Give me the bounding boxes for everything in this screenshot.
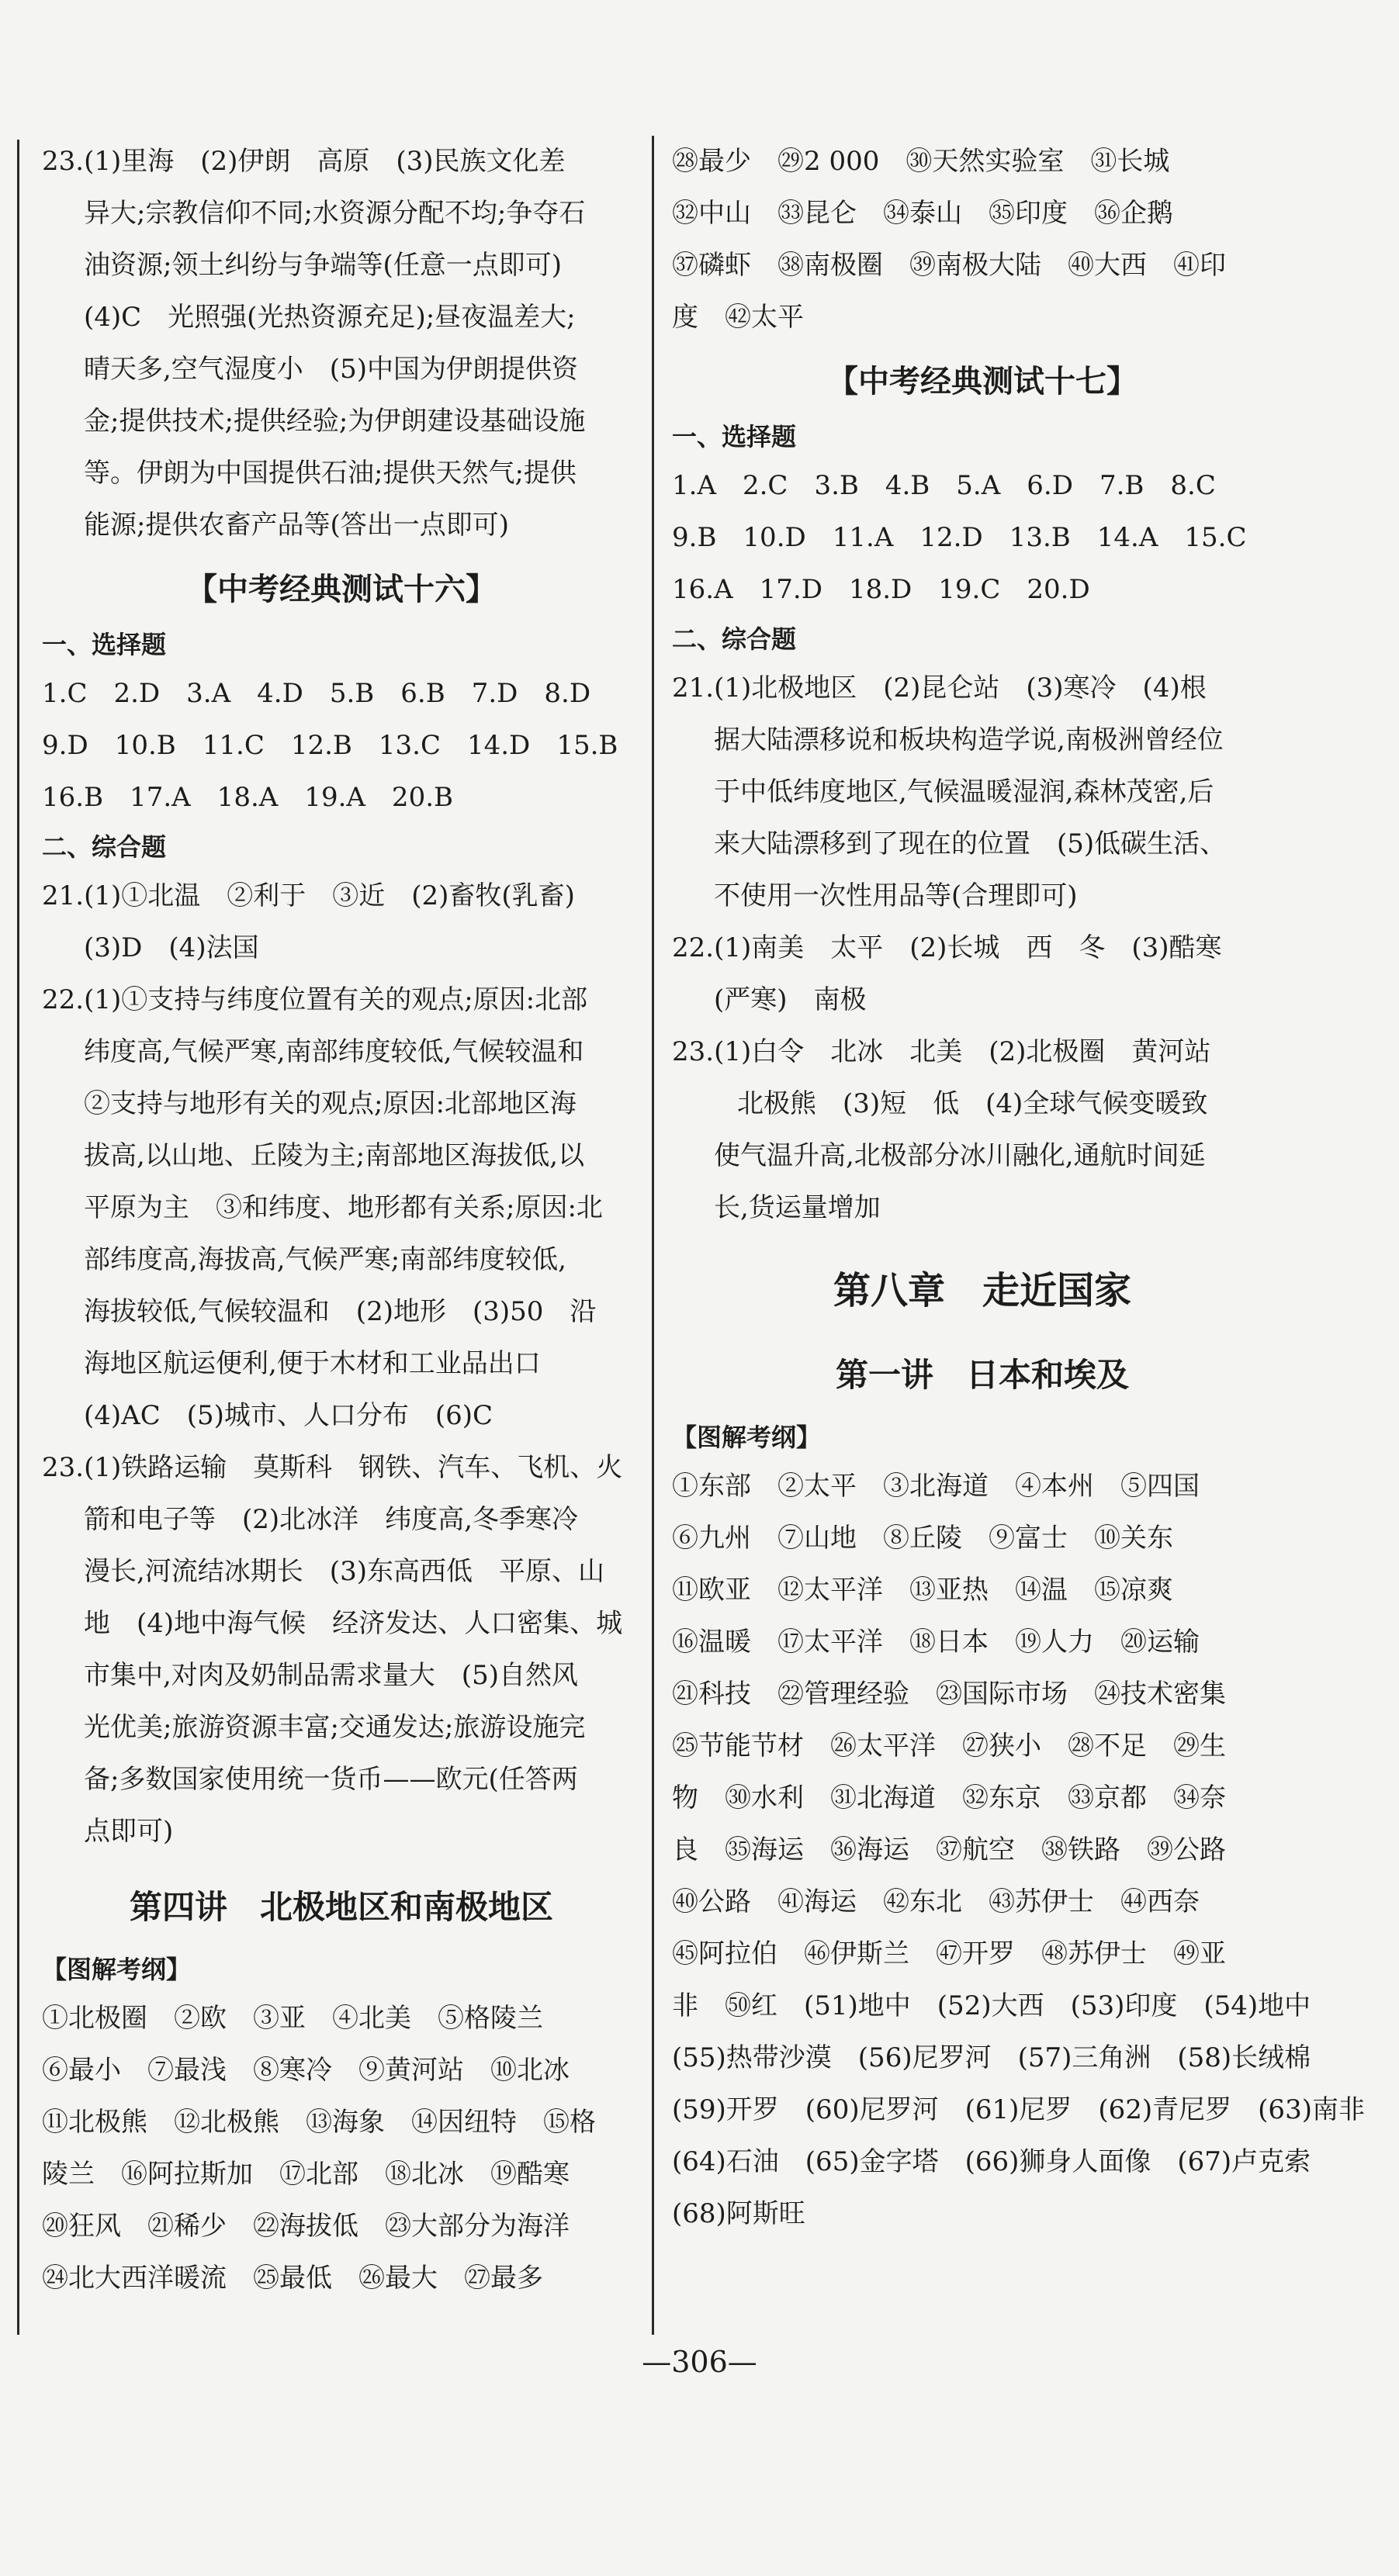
lecture1-outline-answers <box>672 1461 1365 2240</box>
answer-line: ②支持与地形有关的观点;原因:北部地区海 <box>84 1088 577 1119</box>
outline-answer-row: ㉘最少 ㉙2 000 ㉚天然实验室 ㉛长城 <box>672 146 1170 177</box>
outline-answer-row: ⑥九州 ⑦山地 ⑧丘陵 ⑨富士 ⑩关东 <box>672 1523 1173 1554</box>
answer-line: 纬度高,气候严寒,南部纬度较低,气候较温和 <box>84 1036 584 1067</box>
outline-answer-row: (59)开罗 (60)尼罗河 (61)尼罗 (62)青尼罗 (63)南非 <box>672 2094 1365 2125</box>
outline-answer-row: (55)热带沙漠 (56)尼罗河 (57)三角洲 (58)长绒棉 <box>672 2042 1311 2073</box>
answer-line: 箭和电子等 (2)北冰洋 纬度高,冬季寒冷 <box>84 1504 578 1535</box>
answer-line: 于中低纬度地区,气候温暖湿润,森林茂密,后 <box>714 776 1214 807</box>
outline-answer-row: 良 ㉟海运 ㊱海运 ㊲航空 ㊳铁路 ㊴公路 <box>672 1834 1226 1865</box>
answer-line: 备;多数国家使用统一货币——欧元(任答两 <box>84 1764 578 1795</box>
lecture4-outline-heading: 【图解考纲】 <box>42 1955 192 1984</box>
test16-comprehensive-heading: 二、综合题 <box>42 832 167 862</box>
answer-line: 23.(1)铁路运输 莫斯科 钢铁、汽车、飞机、火 <box>42 1452 623 1483</box>
choice-answer-row: 9.B 10.D 11.A 12.D 13.B 14.A 15.C <box>672 522 1247 553</box>
test17-title: 【中考经典测试十七】 <box>827 364 1138 399</box>
answer-line: 海拔较低,气候较温和 (2)地形 (3)50 沿 <box>84 1296 597 1327</box>
right-column <box>672 136 1365 2240</box>
test17-comprehensive-heading: 二、综合题 <box>672 624 797 654</box>
choice-answer-row: 16.A 17.D 18.D 19.C 20.D <box>672 574 1090 605</box>
answer-line: 晴天多,空气湿度小 (5)中国为伊朗提供资 <box>84 354 578 385</box>
column-divider <box>652 136 654 2335</box>
answer-line: 能源;提供农畜产品等(答出一点即可) <box>84 510 509 541</box>
test17-choice-heading: 一、选择题 <box>672 422 797 451</box>
outline-answer-row: ㉕节能节材 ㉖太平洋 ㉗狭小 ㉘不足 ㉙生 <box>672 1731 1226 1762</box>
outline-answer-row: ㉜中山 ㉝昆仑 ㉞泰山 ㉟印度 ㊱企鹅 <box>672 198 1173 229</box>
choice-answer-row: 16.B 17.A 18.A 19.A 20.B <box>42 782 453 813</box>
answer-line: 平原为主 ③和纬度、地形都有关系;原因:北 <box>84 1192 603 1223</box>
lecture4-outline-answers <box>42 1993 641 2305</box>
outline-answer-row: 度 ㊷太平 <box>672 302 804 333</box>
outline-answer-row: ⑳狂风 ㉑稀少 ㉒海拔低 ㉓大部分为海洋 <box>42 2211 570 2242</box>
answer-line: 光优美;旅游资源丰富;交通发达;旅游设施完 <box>84 1712 586 1743</box>
answer-line: 漫长,河流结冰期长 (3)东高西低 平原、山 <box>84 1556 604 1587</box>
answer-line: 点即可) <box>84 1816 174 1847</box>
choice-answer-row: 9.D 10.B 11.C 12.B 13.C 14.D 15.B <box>42 730 618 761</box>
chapter-title: 第八章 走近国家 <box>833 1269 1131 1312</box>
answer-line: 市集中,对肉及奶制品需求量大 (5)自然风 <box>84 1660 578 1691</box>
test16-title: 【中考经典测试十六】 <box>186 572 497 607</box>
outline-answer-row: ⑪北极熊 ⑫北极熊 ⑬海象 ⑭因纽特 ⑮格 <box>42 2107 596 2138</box>
answer-line: 地 (4)地中海气候 经济发达、人口密集、城 <box>84 1608 623 1639</box>
answer-line: 21.(1)①北温 ②利于 ③近 (2)畜牧(乳畜) <box>42 880 575 911</box>
answer-line: 22.(1)南美 太平 (2)长城 西 冬 (3)酷寒 <box>672 932 1222 963</box>
outline-answer-row: ㉑科技 ㉒管理经验 ㉓国际市场 ㉔技术密集 <box>672 1679 1226 1710</box>
answer-line: 23.(1)里海 (2)伊朗 高原 (3)民族文化差 <box>42 146 566 177</box>
left-margin-rule <box>17 140 19 2335</box>
answer-line: 等。伊朗为中国提供石油;提供天然气;提供 <box>84 458 577 489</box>
answer-line: (4)C 光照强(光热资源充足);昼夜温差大; <box>84 302 576 333</box>
answer-line: 21.(1)北极地区 (2)昆仑站 (3)寒冷 (4)根 <box>672 673 1207 704</box>
answer-line: 拔高,以山地、丘陵为主;南部地区海拔低,以 <box>84 1140 585 1171</box>
choice-answer-row: 1.C 2.D 3.A 4.D 5.B 6.B 7.D 8.D <box>42 678 591 709</box>
lecture1-outline-heading: 【图解考纲】 <box>672 1423 822 1452</box>
outline-answer-row: 物 ㉚水利 ㉛北海道 ㉜东京 ㉝京都 ㉞奈 <box>672 1782 1226 1814</box>
test17-comprehensive-answers <box>672 662 1293 1234</box>
outline-answer-row: ⑯温暖 ⑰太平洋 ⑱日本 ⑲人力 ⑳运输 <box>672 1627 1200 1658</box>
q23-answer-block <box>42 136 641 552</box>
outline-answer-row: ㊵公路 ㊶海运 ㊷东北 ㊸苏伊士 ㊹西奈 <box>672 1886 1200 1917</box>
answer-line: 23.(1)白令 北冰 北美 (2)北极圈 黄河站 <box>672 1036 1211 1067</box>
test16-choice-heading: 一、选择题 <box>42 630 167 659</box>
answer-line: 使气温升高,北极部分冰川融化,通航时间延 <box>714 1140 1206 1171</box>
test16-comprehensive-answers <box>42 870 641 1858</box>
test16-choice-answers <box>42 668 641 824</box>
answer-line: 据大陆漂移说和板块构造学说,南极洲曾经位 <box>714 724 1224 756</box>
left-column <box>42 136 641 2305</box>
outline-answer-row: ⑥最小 ⑦最浅 ⑧寒冷 ⑨黄河站 ⑩北冰 <box>42 2055 570 2086</box>
outline-answer-row: ①北极圈 ②欧 ③亚 ④北美 ⑤格陵兰 <box>42 2003 543 2034</box>
outline-answer-row: ㊲磷虾 ㊳南极圈 ㊴南极大陆 ㊵大西 ㊶印 <box>672 250 1226 281</box>
lecture4-outline-continued <box>672 136 1293 344</box>
answer-line: 异大;宗教信仰不同;水资源分配不均;争夺石 <box>84 198 586 229</box>
answer-line: 北极熊 (3)短 低 (4)全球气候变暖致 <box>737 1088 1208 1119</box>
answer-line: (3)D (4)法国 <box>84 932 259 963</box>
test17-choice-answers <box>672 460 1293 616</box>
choice-answer-row: 1.A 2.C 3.B 4.B 5.A 6.D 7.B 8.C <box>672 470 1216 501</box>
answer-line: (严寒) 南极 <box>714 984 867 1015</box>
outline-answer-row: ⑪欧亚 ⑫太平洋 ⑬亚热 ⑭温 ⑮凉爽 <box>672 1575 1173 1606</box>
page-number: —306— <box>642 2345 757 2379</box>
answer-line: 来大陆漂移到了现在的位置 (5)低碳生活、 <box>714 828 1227 859</box>
answer-line: 部纬度高,海拔高,气候严寒;南部纬度较低, <box>84 1244 566 1275</box>
lecture1-title: 第一讲 日本和埃及 <box>835 1356 1129 1394</box>
answer-line: (4)AC (5)城市、人口分布 (6)C <box>84 1400 493 1431</box>
outline-answer-row: 非 ㊿红 (51)地中 (52)大西 (53)印度 (54)地中 <box>672 1990 1311 2021</box>
outline-answer-row: ①东部 ②太平 ③北海道 ④本州 ⑤四国 <box>672 1471 1200 1502</box>
answer-line: 油资源;领土纠纷与争端等(任意一点即可) <box>84 250 562 281</box>
outline-answer-row: (64)石油 (65)金字塔 (66)狮身人面像 (67)卢克索 <box>672 2146 1311 2177</box>
outline-answer-row: ㊺阿拉伯 ㊻伊斯兰 ㊼开罗 ㊽苏伊士 ㊾亚 <box>672 1938 1226 1969</box>
outline-answer-row: (68)阿斯旺 <box>672 2198 805 2229</box>
outline-answer-row: ㉔北大西洋暖流 ㉕最低 ㉖最大 ㉗最多 <box>42 2263 543 2294</box>
answer-line: 长,货运量增加 <box>714 1192 881 1223</box>
answer-line: 22.(1)①支持与纬度位置有关的观点;原因:北部 <box>42 984 588 1015</box>
outline-answer-row: 陵兰 ⑯阿拉斯加 ⑰北部 ⑱北冰 ⑲酷寒 <box>42 2159 570 2190</box>
answer-line: 金;提供技术;提供经验;为伊朗建设基础设施 <box>84 406 586 437</box>
answer-line: 海地区航运便利,便于木材和工业品出口 <box>84 1348 541 1379</box>
lecture4-title: 第四讲 北极地区和南极地区 <box>129 1888 553 1926</box>
answer-line: 不使用一次性用品等(合理即可) <box>714 880 1078 911</box>
